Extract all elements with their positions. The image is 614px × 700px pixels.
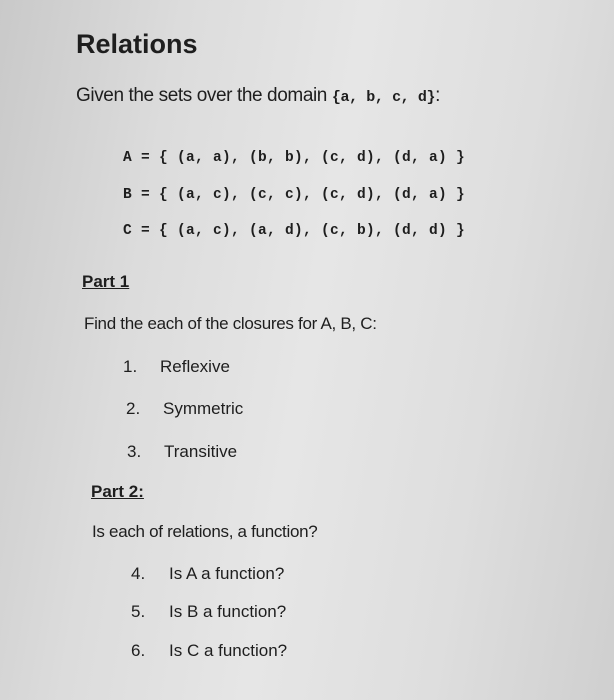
part1-prompt: Find the each of the closures for A, B, C: [84, 314, 377, 333]
item-number: 1. [123, 357, 138, 376]
part1-heading: Part 1 [82, 272, 130, 291]
item-label: Transitive [164, 442, 238, 461]
list-item [127, 442, 237, 462]
intro-line [76, 85, 440, 107]
relation-a: A = { (a, a), (b, b), (c, d), (d, a) } [123, 150, 466, 166]
item-number: 4. [131, 564, 146, 583]
item-label: Is A a function? [169, 564, 285, 583]
page-title: Relations [76, 29, 198, 59]
item-label: Symmetric [163, 399, 244, 418]
list-item [123, 357, 230, 377]
part2-prompt: Is each of relations, a function? [92, 522, 318, 541]
intro-text: Given the sets over the domain [76, 85, 327, 106]
intro-suffix: : [435, 85, 440, 106]
item-number: 5. [131, 602, 146, 621]
item-label: Is B a function? [169, 602, 287, 621]
domain-set: {a, b, c, d} [331, 89, 436, 106]
list-item [126, 399, 243, 419]
item-label: Reflexive [160, 357, 230, 376]
list-item [131, 564, 284, 584]
relation-c: C = { (a, c), (a, d), (c, b), (d, d) } [123, 223, 466, 239]
part2-heading: Part 2: [91, 482, 144, 501]
item-label: Is C a function? [169, 641, 288, 660]
list-item [131, 602, 286, 622]
relation-b: B = { (a, c), (c, c), (c, d), (d, a) } [123, 187, 466, 203]
item-number: 3. [127, 442, 142, 461]
list-item [131, 641, 287, 661]
item-number: 2. [126, 399, 141, 418]
item-number: 6. [131, 641, 146, 660]
